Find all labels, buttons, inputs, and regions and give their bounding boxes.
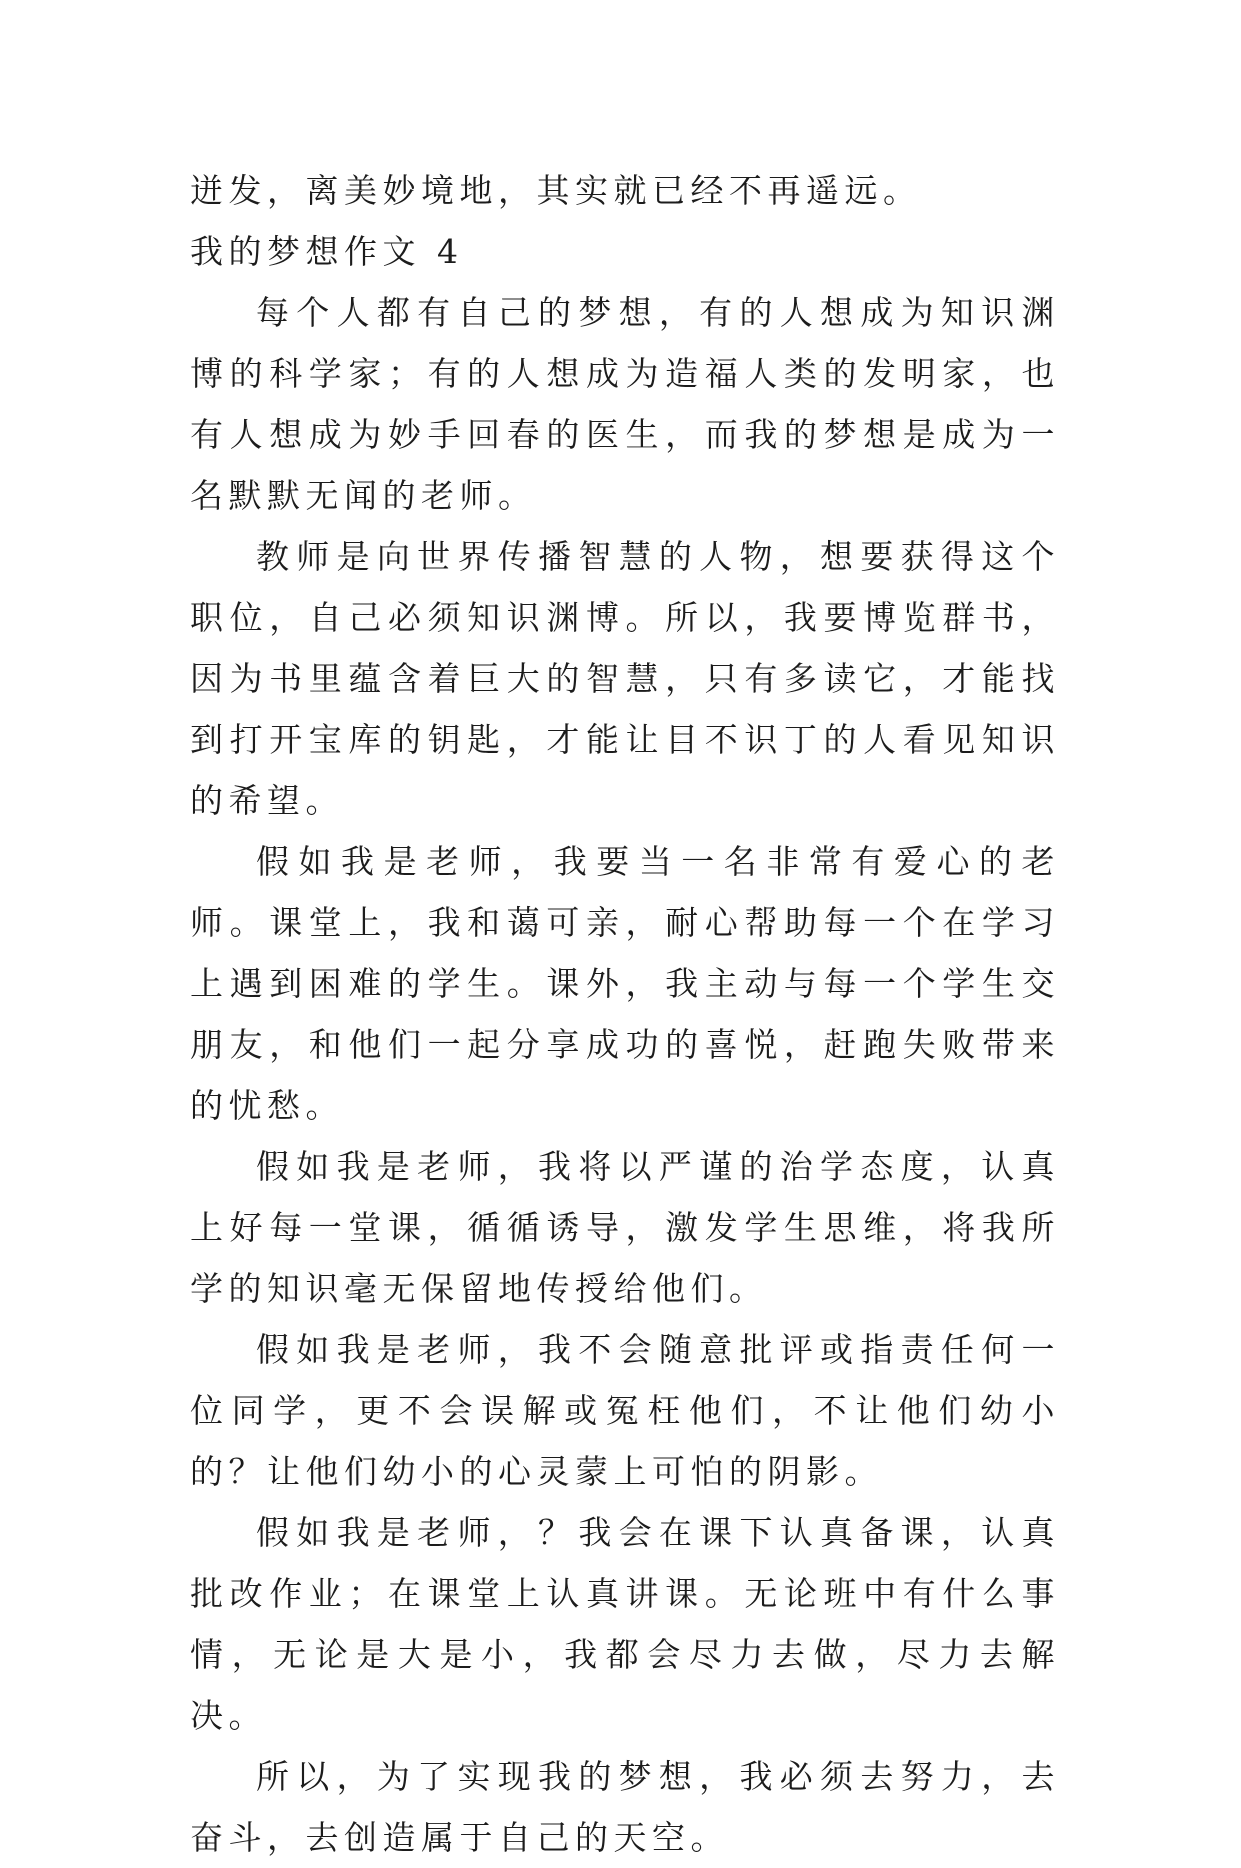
previous-section-ending: 迸发，离美妙境地，其实就已经不再遥远。 xyxy=(190,171,922,210)
paragraph-6: 假如我是老师，？我会在课下认真备课，认真批改作业；在课堂上认真讲课。无论班中有什么事情，无论是大是小，我都会尽力去做，尽力去解决。 xyxy=(190,1513,1060,1735)
paragraph-1: 每个人都有自己的梦想，有的人想成为知识渊博的科学家；有的人想成为造福人类的发明家，也有人想成为妙手回春的医生，而我的梦想是成为一名默默无闻的老师。 xyxy=(190,293,1060,515)
paragraph-4: 假如我是老师，我将以严谨的治学态度，认真上好每一堂课，循循诱导，激发学生思维，将我所学的知识毫无保留地传授给他们。 xyxy=(190,1147,1060,1308)
paragraph-7: 所以，为了实现我的梦想，我必须去努力，去奋斗，去创造属于自己的天空。 xyxy=(190,1757,1060,1857)
paragraph-2: 教师是向世界传播智慧的人物，想要获得这个职位，自己必须知识渊博。所以，我要博览群书，因为书里蕴含着巨大的智慧，只有多读它，才能找到打开宝库的钥匙，才能让目不识丁的人看见知识的希望。 xyxy=(190,537,1060,820)
paragraph-5: 假如我是老师，我不会随意批评或指责任何一位同学，更不会误解或冤枉他们，不让他们幼小的？让他们幼小的心灵蒙上可怕的阴影。 xyxy=(190,1330,1060,1491)
document-body xyxy=(190,160,1060,1868)
paragraph-3: 假如我是老师，我要当一名非常有爱心的老师。课堂上，我和蔼可亲，耐心帮助每一个在学习上遇到困难的学生。课外，我主动与每一个学生交朋友，和他们一起分享成功的喜悦，赶跑失败带来的忧愁。 xyxy=(190,842,1060,1125)
essay-heading: 我的梦想作文 4 xyxy=(190,232,464,271)
